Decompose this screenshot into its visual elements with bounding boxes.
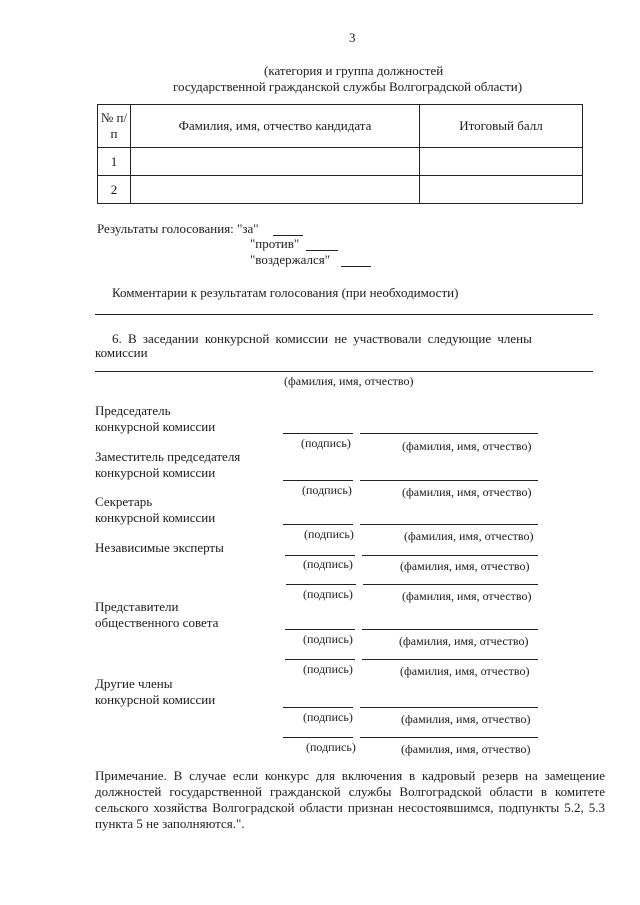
chair-name-caption: (фамилия, имя, отчество) (402, 439, 532, 453)
section6-text-line2: комиссии (95, 345, 148, 360)
deputy-name-caption: (фамилия, имя, отчество) (402, 485, 532, 499)
category-heading-line2: государственной гражданской службы Волгоградской области) (173, 79, 523, 94)
absent-members-caption: (фамилия, имя, отчество) (284, 374, 414, 388)
comments-label: Комментарии к результатам голосования (при необходимости) (112, 285, 459, 300)
deputy-label-line2: конкурсной комиссии (95, 465, 216, 480)
vote-for-label: "за" (237, 221, 259, 236)
chair-label-line2: конкурсной комиссии (95, 419, 216, 434)
expert1-name-line (362, 555, 538, 556)
candidates-table (97, 104, 583, 204)
council-label-line2: общественного совета (95, 615, 219, 630)
others-label-line2: конкурсной комиссии (95, 692, 216, 707)
council1-name-caption: (фамилия, имя, отчество) (399, 634, 529, 648)
final-score-cell (420, 148, 583, 176)
expert1-signature-caption: (подпись) (303, 557, 353, 571)
secretary-label-line2: конкурсной комиссии (95, 510, 216, 525)
table-row (98, 148, 583, 176)
final-score-cell (420, 176, 583, 204)
vote-abstained-label: "воздержался" (250, 252, 331, 267)
table-row (98, 176, 583, 204)
category-heading-line1: (категория и группа должностей (264, 63, 444, 78)
voting-results-label (97, 221, 259, 237)
council1-signature-caption: (подпись) (303, 632, 353, 646)
expert2-signature-caption: (подпись) (303, 587, 353, 601)
secretary-label-line1: Секретарь (95, 494, 153, 509)
council-label-line1: Представители (95, 599, 179, 614)
vote-against-label: "против" (250, 236, 300, 251)
row-number: 2 (98, 176, 131, 204)
expert2-signature-line (286, 584, 356, 585)
section6-text-line1: 6. В заседании конкурсной комиссии не участвовали следующие члены (112, 331, 532, 346)
expert1-signature-line (285, 555, 355, 556)
chair-name-line (360, 433, 538, 434)
table-header-row (98, 105, 583, 148)
secretary-name-caption: (фамилия, имя, отчество) (404, 529, 534, 543)
footnote: Примечание. В случае если конкурс для включения в кадровый резерв на замещение должностей государственной гражданской службы Волгоградской области в комитете сельского хозяйства Волгоградской области признан несостоявшимся, подпункты 5.2, 5.3 пункта 5 не заполняются.". (95, 768, 605, 831)
deputy-label-line1: Заместитель председателя (95, 449, 241, 464)
other2-signature-line (283, 737, 353, 738)
column-header-score-text: Итоговый балл (459, 118, 543, 133)
vote-against-blank (306, 250, 338, 251)
expert2-name-caption: (фамилия, имя, отчество) (402, 589, 532, 603)
council2-name-caption: (фамилия, имя, отчество) (400, 664, 530, 678)
others-label-line1: Другие члены (95, 676, 173, 691)
column-header-name-text: Фамилия, имя, отчество кандидата (178, 118, 372, 133)
secretary-signature-line (283, 524, 353, 525)
column-header-number-text: № п/п (100, 110, 128, 141)
column-header-number (98, 105, 131, 148)
expert2-name-line (363, 584, 538, 585)
council1-name-line (362, 629, 538, 630)
absent-members-blank-line (95, 371, 593, 372)
deputy-name-line (360, 480, 538, 481)
council2-signature-line (285, 659, 355, 660)
column-header-score (420, 105, 583, 148)
other2-name-line (360, 737, 538, 738)
secretary-signature-caption: (подпись) (304, 527, 354, 541)
other1-name-line (360, 707, 538, 708)
page-number: 3 (349, 30, 356, 45)
other2-signature-caption: (подпись) (306, 740, 356, 754)
voting-title: Результаты голосования: (97, 221, 234, 236)
chair-label-line1: Председатель (95, 403, 171, 418)
secretary-name-line (360, 524, 538, 525)
column-header-name (131, 105, 420, 148)
chair-signature-caption: (подпись) (301, 436, 351, 450)
vote-abstained-blank (341, 266, 371, 267)
deputy-signature-caption: (подпись) (302, 483, 352, 497)
candidate-name-cell (131, 176, 420, 204)
chair-signature-line (283, 433, 353, 434)
row-number: 1 (98, 148, 131, 176)
other2-name-caption: (фамилия, имя, отчество) (401, 742, 531, 756)
other1-signature-line (283, 707, 353, 708)
council2-signature-caption: (подпись) (303, 662, 353, 676)
candidate-name-cell (131, 148, 420, 176)
deputy-signature-line (283, 480, 353, 481)
comments-blank-line (95, 314, 593, 315)
council2-name-line (362, 659, 538, 660)
experts-label: Независимые эксперты (95, 540, 224, 555)
other1-signature-caption: (подпись) (303, 710, 353, 724)
council1-signature-line (285, 629, 355, 630)
expert1-name-caption: (фамилия, имя, отчество) (400, 559, 530, 573)
other1-name-caption: (фамилия, имя, отчество) (401, 712, 531, 726)
